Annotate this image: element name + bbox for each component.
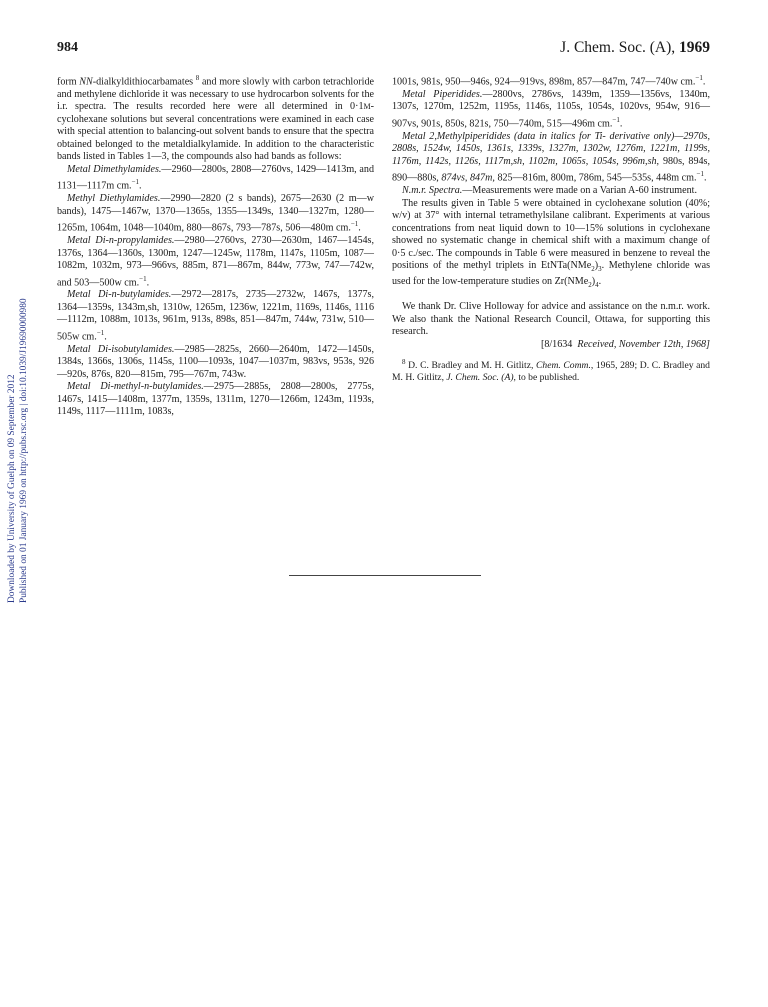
right-column <box>392 72 710 383</box>
journal-name: J. Chem. Soc. (A), <box>560 39 679 56</box>
ir-entry: Metal 2,Methylpiperidides (data in italics for Ti- derivative only)—2970s, 2808s, 1524w, 1450s, 1361s, 1339s, 1327m, 1302w, 1276m, 1221m, 1199s, 1176m, 1142s, 1126s, 1117m,sh, 1102m, 1065s, 1054s, 996m,sh, 980s, 894s, 890—880s, 874vs, 847m, 825—816m, 800m, 786m, 545—535s, 448m cm.$^{-1}$. <box>392 130 710 184</box>
intro-text: form <box>57 76 80 88</box>
entry-text-italic: 874vs, 847m, <box>441 172 495 184</box>
unit-superscript: −1 <box>131 178 140 187</box>
ir-entry <box>57 164 374 193</box>
section-title: N.m.r. Spectra. <box>402 185 463 197</box>
entry-end: . <box>702 76 706 88</box>
footnote-number: 8 <box>402 358 406 367</box>
entry-title: Metal Di-methyl-n-butylamides. <box>67 381 204 393</box>
entry-text: —2990—2820 (2 s bands), 2675—2630 (2 m—w bands), 1475—1467w, 1370—1365s, 1355—1349s, 1340—1327m, 1280—1265m, 1064m, 1048—1040m, 880—867s, 793—787s, 506—480m cm. <box>57 193 374 234</box>
continuation-paragraph <box>392 72 710 89</box>
footnote <box>392 357 710 383</box>
ir-entry: Metal Piperidides.—2800vs, 2786vs, 1439m, 1359—1356vs, 1340m, 1307s, 1270m, 1252m, 1195s, 1146s, 1105s, 1054s, 1020vs, 954w, 916—907vs, 901s, 850s, 821s, 750—740m, 515—496m cm.$^{-1}$. <box>392 88 710 130</box>
unit-superscript: −1 <box>612 115 620 124</box>
entry-title: Methyl Diethylamides. <box>67 193 161 205</box>
footnote-journal: J. Chem. Soc. (A) <box>446 371 514 383</box>
entry-title: Metal Dimethylamides. <box>67 163 162 175</box>
entry-end: . <box>146 276 150 288</box>
entry-title: Metal Di-n-butylamides. <box>67 289 172 301</box>
intro-text: and more slowly with carbon tetrachloride and methylene dichloride it was necessary to use hydrocarbon solvents for the i.r. spectra. The results recorded here were all determined in 0·1 <box>57 76 374 113</box>
subscript: 2 <box>591 265 595 274</box>
ir-entry <box>57 193 374 235</box>
intro-paragraph <box>57 72 374 164</box>
results-text: ) <box>591 275 596 287</box>
received-date: Received, November 12th, 1968] <box>577 338 710 350</box>
nmr-paragraph <box>392 185 710 198</box>
unit-superscript: −1 <box>696 170 704 179</box>
footnote-text: D. C. Bradley and M. H. Gitlitz, <box>408 360 536 372</box>
molar-symbol: M <box>363 102 371 112</box>
ir-entry <box>57 344 374 382</box>
unit-superscript: −1 <box>695 74 703 82</box>
subscript: 2 <box>588 280 592 289</box>
intro-text: -dialkyldithiocarbamates <box>92 76 196 88</box>
ir-entry <box>57 381 374 419</box>
left-column <box>57 72 374 419</box>
page-number: 984 <box>57 40 78 55</box>
entry-text: 825—816m, 800m, 786m, 545—535s, 448m cm. <box>494 172 697 184</box>
entry-title: Metal 2,Methylpiperidides <box>402 130 511 142</box>
intro-text: -cyclohexane solutions but several concentrations were examined in each case with special attention to balancing-out solvent bands to ensure that the spectra obtained belonged to the metaldialkylamide. In addition to the characteristic bands listed in Tables 1—3, the compounds also had bands as follows: <box>57 101 374 163</box>
results-text: . <box>598 275 602 287</box>
unit-superscript: −1 <box>139 274 147 283</box>
entry-text: —2985—2825s, 2660—2640m, 1472—1450s, 1384s, 1366s, 1306s, 1145s, 1100—1093s, 1047—1037m, 983vs, 953s, 926—920s, 876s, 820—815m, 795—767m, 743w. <box>57 343 375 380</box>
section-text: —Measurements were made on a Varian A-60 instrument. <box>462 185 697 197</box>
intro-italic: NN <box>79 76 93 88</box>
ir-entry <box>57 235 374 289</box>
footnote-text: , 1965, 289; D. C. Bradley and M. H. Gitlitz, <box>392 360 710 383</box>
entry-end: . <box>139 180 142 192</box>
entry-end: . <box>358 222 361 234</box>
entry-title: Metal Piperidides. <box>402 88 483 100</box>
entry-title: Metal Di-isobutylamides. <box>67 343 175 355</box>
results-paragraph <box>392 198 710 292</box>
entry-end: . <box>104 331 107 343</box>
journal-header <box>560 39 710 57</box>
entry-title: Metal Di-n-propylamides. <box>67 235 175 247</box>
entry-text: 980s, 894s, 890—880s, <box>392 155 710 184</box>
results-text: The results given in Table 5 were obtained in cyclohexane solution (40%; w/v) at 37° with internal tetramethylsilane calibrant. Experiments at various concentrations from neat liquid down to 10—15% solutions in cyclohexane showed no systematic change in chemical shift with a maximum change of 0·5 c./sec. The compounds in Table 6 were measured in benzene to reveal the positions of the methyl triplets in EtNTa(NMe <box>392 197 710 272</box>
results-text: . Methylene chloride was used for the low-temperature studies on Zr(NMe <box>392 260 710 287</box>
received-line <box>392 339 710 352</box>
subscript: 4 <box>595 280 599 289</box>
results-text: ) <box>594 260 599 272</box>
unit-superscript: −1 <box>96 328 105 337</box>
footnote-text: , to be published. <box>513 371 580 383</box>
unit-superscript: −1 <box>350 220 359 229</box>
entry-text: —2975—2885s, 2808—2800s, 2775s, 1467s, 1415—1408m, 1377m, 1359s, 1311m, 1270—1266m, 1243m, 1193s, 1149s, 1117—1111m, 1083s, <box>57 381 375 418</box>
continuation-text: 1001s, 981s, 950—946s, 924—919vs, 898m, 857—847m, 747—740w cm. <box>392 76 696 88</box>
end-rule <box>289 575 481 576</box>
journal-year: 1969 <box>679 39 710 56</box>
manuscript-code: [8/1634 <box>540 338 573 350</box>
entry-note: (data in italics for Ti- derivative only) <box>514 130 675 142</box>
download-notice: Downloaded by University of Guelph on 09 September 2012 Published on 01 January 1969 on http://pubs.rsc.org | doi:10.1039/J19690000980 <box>7 298 29 603</box>
entry-text: —2800vs, 2786vs, 1439m, 1359—1356vs, 1340m, 1307s, 1270m, 1252m, 1195s, 1146s, 1105s, 1054s, 1020vs, 954w, 916—907vs, 901s, 850s, 821s, 750—740m, 515—496m cm. <box>392 88 710 130</box>
acknowledgement-paragraph: We thank Dr. Clive Holloway for advice and assistance on the n.m.r. work. We also thank the National Research Council, Ottawa, for supporting this research. <box>392 301 710 338</box>
ir-entry <box>57 289 374 343</box>
subscript: 3 <box>598 265 602 274</box>
entry-text: —2960—2800s, 2808—2760vs, 1429—1413m, and 1131—1117m cm. <box>57 163 375 192</box>
reference-marker: 8 <box>195 74 200 82</box>
footnote-journal: Chem. Comm. <box>536 360 591 372</box>
entry-text: —2980—2760vs, 2730—2630m, 1467—1454s, 1376s, 1364—1360s, 1300m, 1247—1245w, 1178m, 1147s, 1105m, 1087—1082m, 1032m, 973—966vs, 885m, 871—867m, 844w, 773w, 747—742w, and 503—500w cm. <box>57 235 375 288</box>
entry-text-italic: —2970s, 2808s, 1524w, 1450s, 1361s, 1339s, 1327m, 1302w, 1276m, 1221m, 1199s, 1176m, 1142s, 1126s, 1117m,sh, 1102m, 1065s, 1054s, 996m,sh, <box>392 130 710 167</box>
entry-text: —2972—2817s, 2735—2732w, 1467s, 1377s, 1364—1359s, 1343m,sh, 1310w, 1265m, 1236w, 1221m, 1169s, 1146s, 1116—1112m, 1088m, 1013s, 961m, 913s, 898s, 851—847m, 744w, 731w, 510—505w cm. <box>57 289 374 343</box>
